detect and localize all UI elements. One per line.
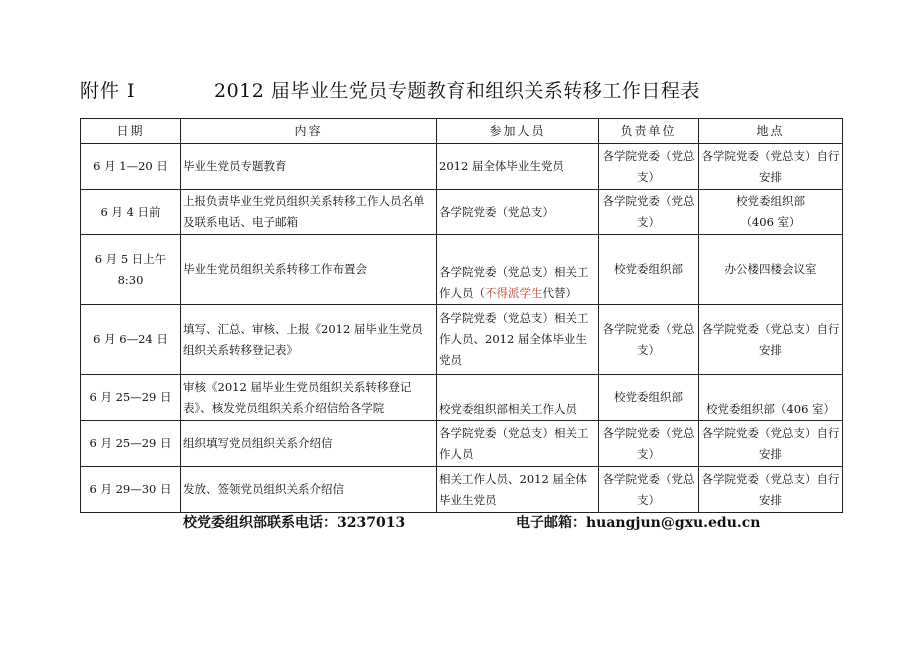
cell-unit: 校党委组织部 <box>599 235 699 305</box>
column-header-date: 日期 <box>81 119 181 144</box>
cell-unit: 各学院党委（党总支） <box>599 305 699 375</box>
cell-people: 2012 届全体毕业生党员 <box>437 144 599 190</box>
table-row <box>81 235 843 305</box>
people-text: 代替） <box>542 286 577 300</box>
cell-date: 6 月 5 日上午 8:30 <box>81 235 181 305</box>
cell-date: 6 月 25—29 日 <box>81 421 181 467</box>
cell-place: 各学院党委（党总支）自行安排 <box>699 144 843 190</box>
column-header-unit: 负责单位 <box>599 119 699 144</box>
cell-people: 校党委组织部相关工作人员 <box>437 375 599 421</box>
cell-unit: 各学院党委（党总支） <box>599 421 699 467</box>
cell-date: 6 月 25—29 日 <box>81 375 181 421</box>
cell-place: 办公楼四楼会议室 <box>699 235 843 305</box>
column-header-people: 参加人员 <box>437 119 599 144</box>
cell-unit: 各学院党委（党总支） <box>599 190 699 235</box>
cell-content: 填写、汇总、审核、上报《2012 届毕业生党员组织关系转移登记表》 <box>181 305 437 375</box>
table-row <box>81 375 843 421</box>
table-row <box>81 421 843 467</box>
table-row <box>81 144 843 190</box>
table-row <box>81 190 843 235</box>
cell-unit: 各学院党委（党总支） <box>599 467 699 513</box>
title-row <box>80 76 840 108</box>
cell-place: 各学院党委（党总支）自行安排 <box>699 467 843 513</box>
cell-content: 上报负责毕业生党员组织关系转移工作人员名单及联系电话、电子邮箱 <box>181 190 437 235</box>
cell-unit: 各学院党委（党总支） <box>599 144 699 190</box>
cell-date: 6 月 6—24 日 <box>81 305 181 375</box>
cell-place: 各学院党委（党总支）自行安排 <box>699 421 843 467</box>
cell-content: 毕业生党员组织关系转移工作布置会 <box>181 235 437 305</box>
contact-email: 电子邮箱：huangjun@gxu.edu.cn <box>516 515 761 531</box>
cell-content: 审核《2012 届毕业生党员组织关系转移登记表》、核发党员组织关系介绍信给各学院 <box>181 375 437 421</box>
column-header-content: 内容 <box>181 119 437 144</box>
cell-people: 各学院党委（党总支）相关工作人员、2012 届全体毕业生党员 <box>437 305 599 375</box>
document-title: 2012 届毕业生党员专题教育和组织关系转移工作日程表 <box>214 80 700 102</box>
cell-people: 各学院党委（党总支） <box>437 190 599 235</box>
cell-date: 6 月 4 日前 <box>81 190 181 235</box>
cell-people: 相关工作人员、2012 届全体毕业生党员 <box>437 467 599 513</box>
table-row <box>81 467 843 513</box>
place-line: 校党委组织部 <box>736 194 805 208</box>
cell-date: 6 月 1—20 日 <box>81 144 181 190</box>
cell-people: 各学院党委（党总支）相关工作人员 <box>437 421 599 467</box>
schedule-table <box>80 118 843 513</box>
cell-content: 组织填写党员组织关系介绍信 <box>181 421 437 467</box>
table-header-row <box>81 119 843 144</box>
contact-footer <box>80 512 840 536</box>
place-line: （406 室） <box>740 215 801 229</box>
cell-place <box>699 190 843 235</box>
cell-place: 各学院党委（党总支）自行安排 <box>699 305 843 375</box>
warning-text: 不得派学生 <box>485 286 543 300</box>
contact-phone: 校党委组织部联系电话：3237013 <box>183 515 406 531</box>
cell-place: 校党委组织部（406 室） <box>699 375 843 421</box>
cell-content: 毕业生党员专题教育 <box>181 144 437 190</box>
cell-content: 发放、签领党员组织关系介绍信 <box>181 467 437 513</box>
cell-people <box>437 235 599 305</box>
people-text: 各学院党委（党总支）相关工作人员（ <box>439 265 589 300</box>
cell-date: 6 月 29—30 日 <box>81 467 181 513</box>
column-header-place: 地点 <box>699 119 843 144</box>
cell-unit: 校党委组织部 <box>599 375 699 421</box>
table-row <box>81 305 843 375</box>
attachment-label: 附件 I <box>80 80 136 102</box>
